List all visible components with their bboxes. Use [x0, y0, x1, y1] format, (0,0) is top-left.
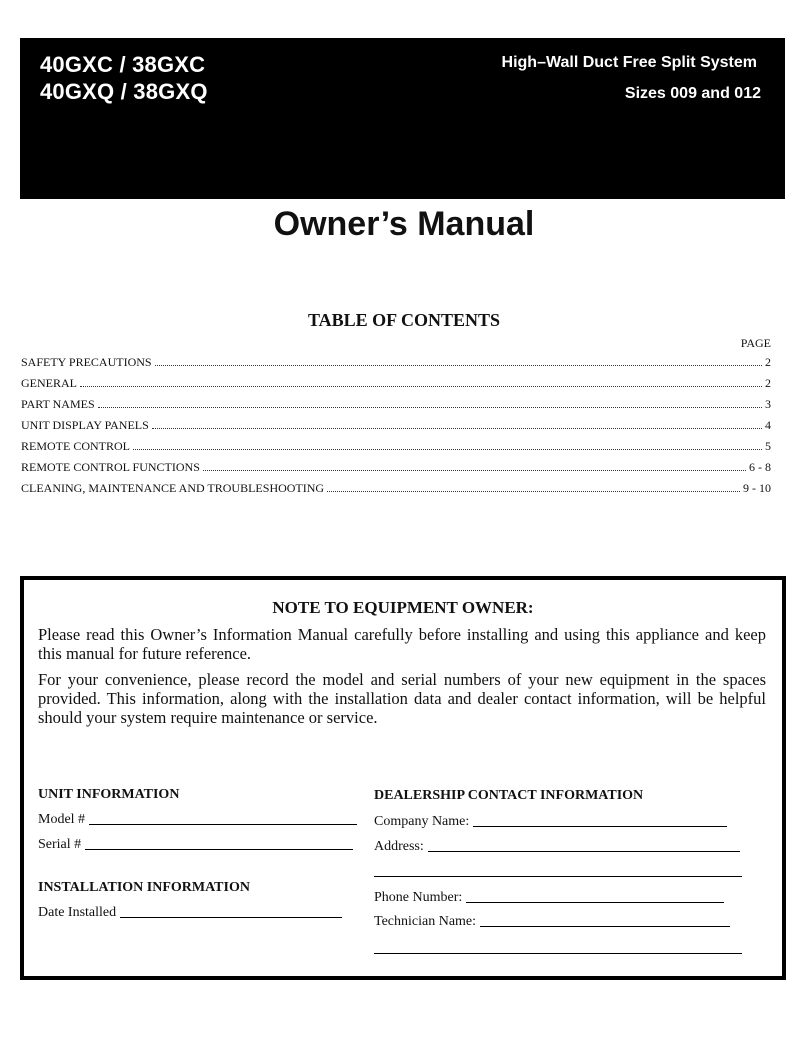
toc-entry[interactable] [21, 397, 771, 418]
toc-leader [327, 490, 740, 492]
toc-leader [152, 427, 762, 429]
model-numbers-line1: 40GXC / 38GXC [40, 52, 206, 77]
toc-leader [98, 406, 762, 408]
address-second-line[interactable] [374, 876, 742, 877]
company-name-field [374, 814, 727, 830]
page-title: Owner’s Manual [273, 205, 535, 243]
toc-entry-page: 2 [765, 355, 771, 369]
toc-entry[interactable] [21, 460, 771, 481]
toc-entry-label: PART NAMES [21, 397, 95, 411]
note-paragraph-2: For your convenience, please record the model and serial numbers of your new equipment in the spaces provided. This information, along with the installation data and dealer contact information, will be helpful should your system require maintenance or service. [38, 670, 766, 727]
owner-note-box [20, 576, 786, 980]
toc-leader [155, 364, 762, 366]
toc-page-label: PAGE [740, 336, 771, 350]
model-field [38, 812, 357, 828]
toc-entry-page: 6 - 8 [749, 460, 771, 474]
toc-entry-page: 3 [765, 397, 771, 411]
technician-name-field [374, 914, 730, 930]
technician-name-input-line[interactable] [480, 925, 730, 927]
model-numbers-line2: 40GXQ / 38GXQ [40, 79, 208, 104]
toc-heading: TABLE OF CONTENTS [307, 310, 501, 330]
note-title: NOTE TO EQUIPMENT OWNER: [272, 598, 534, 617]
toc-entry-label: SAFETY PRECAUTIONS [21, 355, 152, 369]
toc-leader [80, 385, 762, 387]
toc-entry-page: 5 [765, 439, 771, 453]
toc-entry-page: 2 [765, 376, 771, 390]
model-label: Model # [38, 812, 86, 827]
system-sizes: Sizes 009 and 012 [624, 85, 761, 102]
address-label: Address: [374, 839, 424, 854]
date-installed-field [38, 905, 342, 921]
note-paragraph-1: Please read this Owner’s Information Manual carefully before installing and using this appliance and keep this manual for future reference. [38, 625, 766, 663]
serial-field [38, 837, 353, 853]
company-name-label: Company Name: [374, 814, 470, 829]
date-installed-input-line[interactable] [120, 916, 342, 918]
toc-leader [133, 448, 762, 450]
serial-input-line[interactable] [85, 848, 353, 850]
phone-number-input-line[interactable] [466, 901, 724, 903]
phone-number-field [374, 890, 724, 906]
serial-label: Serial # [38, 837, 82, 852]
unit-info-heading: UNIT INFORMATION [38, 787, 180, 802]
technician-name-label: Technician Name: [374, 914, 477, 929]
dealer-info-heading: DEALERSHIP CONTACT INFORMATION [374, 788, 644, 803]
system-type: High–Wall Duct Free Split System [501, 54, 757, 71]
header-banner [20, 38, 785, 199]
table-of-contents [21, 355, 771, 502]
phone-number-label: Phone Number: [374, 890, 463, 905]
toc-leader [203, 469, 746, 471]
toc-entry[interactable] [21, 481, 771, 502]
toc-entry-label: GENERAL [21, 376, 77, 390]
address-field [374, 839, 740, 855]
toc-entry[interactable] [21, 439, 771, 460]
date-installed-label: Date Installed [38, 905, 117, 920]
toc-entry-label: REMOTE CONTROL FUNCTIONS [21, 460, 200, 474]
address-input-line[interactable] [428, 850, 740, 852]
toc-entry-page: 4 [765, 418, 771, 432]
toc-entry-label: CLEANING, MAINTENANCE AND TROUBLESHOOTING [21, 481, 325, 495]
model-input-line[interactable] [89, 823, 357, 825]
toc-entry[interactable] [21, 418, 771, 439]
toc-entry-label: UNIT DISPLAY PANELS [21, 418, 149, 432]
toc-entry-label: REMOTE CONTROL [21, 439, 130, 453]
toc-entry[interactable] [21, 355, 771, 376]
install-info-heading: INSTALLATION INFORMATION [38, 880, 250, 895]
toc-entry-page: 9 - 10 [743, 481, 771, 495]
toc-entry[interactable] [21, 376, 771, 397]
technician-extra-line[interactable] [374, 953, 742, 954]
company-name-input-line[interactable] [473, 825, 727, 827]
